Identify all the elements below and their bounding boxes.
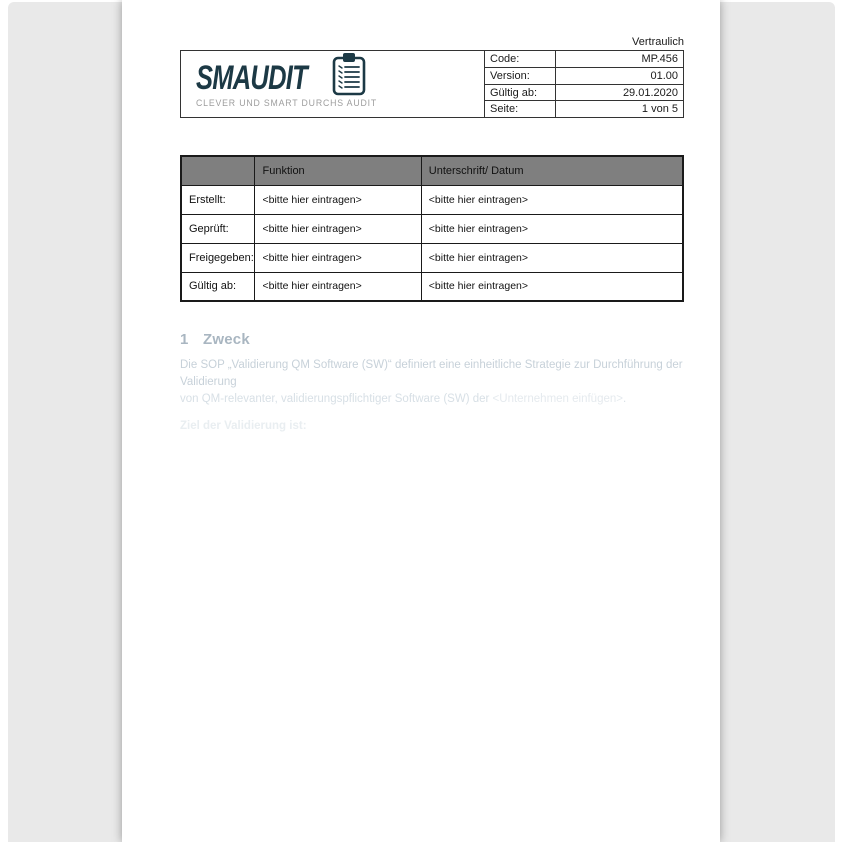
meta-value: 01.00 — [650, 69, 678, 82]
meta-row-code — [485, 51, 683, 68]
table-row-freigegeben — [181, 243, 683, 272]
doc-meta-table — [485, 51, 683, 117]
goal-line: Ziel der Validierung ist: — [180, 420, 307, 432]
row-label: Geprüft: — [181, 214, 255, 243]
funktion-field[interactable]: <bitte hier eintragen> — [255, 243, 421, 272]
approval-table — [180, 155, 684, 302]
funktion-field[interactable]: <bitte hier eintragen> — [255, 272, 421, 301]
section-zweck — [180, 331, 684, 432]
table-row-erstellt — [181, 185, 683, 214]
column-header-role — [181, 156, 255, 185]
paragraph-line-1: Die SOP „Validierung QM Software (SW)“ definiert eine einheitliche Strategie zur Durchführung der Validierung — [180, 359, 683, 388]
approval-header-row — [181, 156, 683, 185]
meta-label: Gültig ab: — [485, 85, 556, 101]
meta-value: MP.456 — [641, 53, 678, 65]
funktion-field[interactable]: <bitte hier eintragen> — [255, 185, 421, 214]
company-logo — [181, 51, 485, 117]
section-heading — [180, 331, 684, 348]
paragraph-line-2: von QM-relevanter, validierungspflichtiger Software (SW) der <Unternehmen einfügen>. — [180, 393, 627, 405]
document-page — [122, 0, 720, 842]
meta-row-gueltig-ab — [485, 85, 683, 102]
meta-label: Seite: — [485, 101, 556, 117]
confidential-label: Vertraulich — [632, 36, 684, 48]
clipboard-icon — [330, 52, 368, 101]
meta-value: 29.01.2020 — [622, 86, 678, 99]
row-label: Erstellt: — [181, 185, 255, 214]
column-header-unterschrift: Unterschrift/ Datum — [421, 156, 683, 185]
meta-label: Code: — [485, 51, 556, 67]
logo-wordmark: SMAUDIT — [196, 58, 307, 97]
meta-row-seite — [485, 101, 683, 117]
table-row-geprueft — [181, 214, 683, 243]
funktion-field[interactable]: <bitte hier eintragen> — [255, 214, 421, 243]
table-row-gueltig-ab — [181, 272, 683, 301]
unterschrift-field[interactable]: <bitte hier eintragen> — [421, 243, 683, 272]
column-header-funktion: Funktion — [255, 156, 421, 185]
inline-placeholder: <Unternehmen einfügen> — [492, 393, 623, 405]
unterschrift-field[interactable]: <bitte hier eintragen> — [421, 214, 683, 243]
section-title: Zweck — [203, 331, 250, 348]
unterschrift-field[interactable]: <bitte hier eintragen> — [421, 272, 683, 301]
section-number: 1 — [180, 331, 189, 348]
document-header-table — [180, 50, 684, 118]
meta-row-version — [485, 68, 683, 85]
row-label: Freigegeben: — [181, 243, 255, 272]
row-label: Gültig ab: — [181, 272, 255, 301]
meta-value: 1 von 5 — [641, 103, 678, 116]
meta-label: Version: — [485, 68, 556, 84]
logo-tagline: CLEVER UND SMART DURCHS AUDIT — [196, 97, 378, 109]
unterschrift-field[interactable]: <bitte hier eintragen> — [421, 185, 683, 214]
